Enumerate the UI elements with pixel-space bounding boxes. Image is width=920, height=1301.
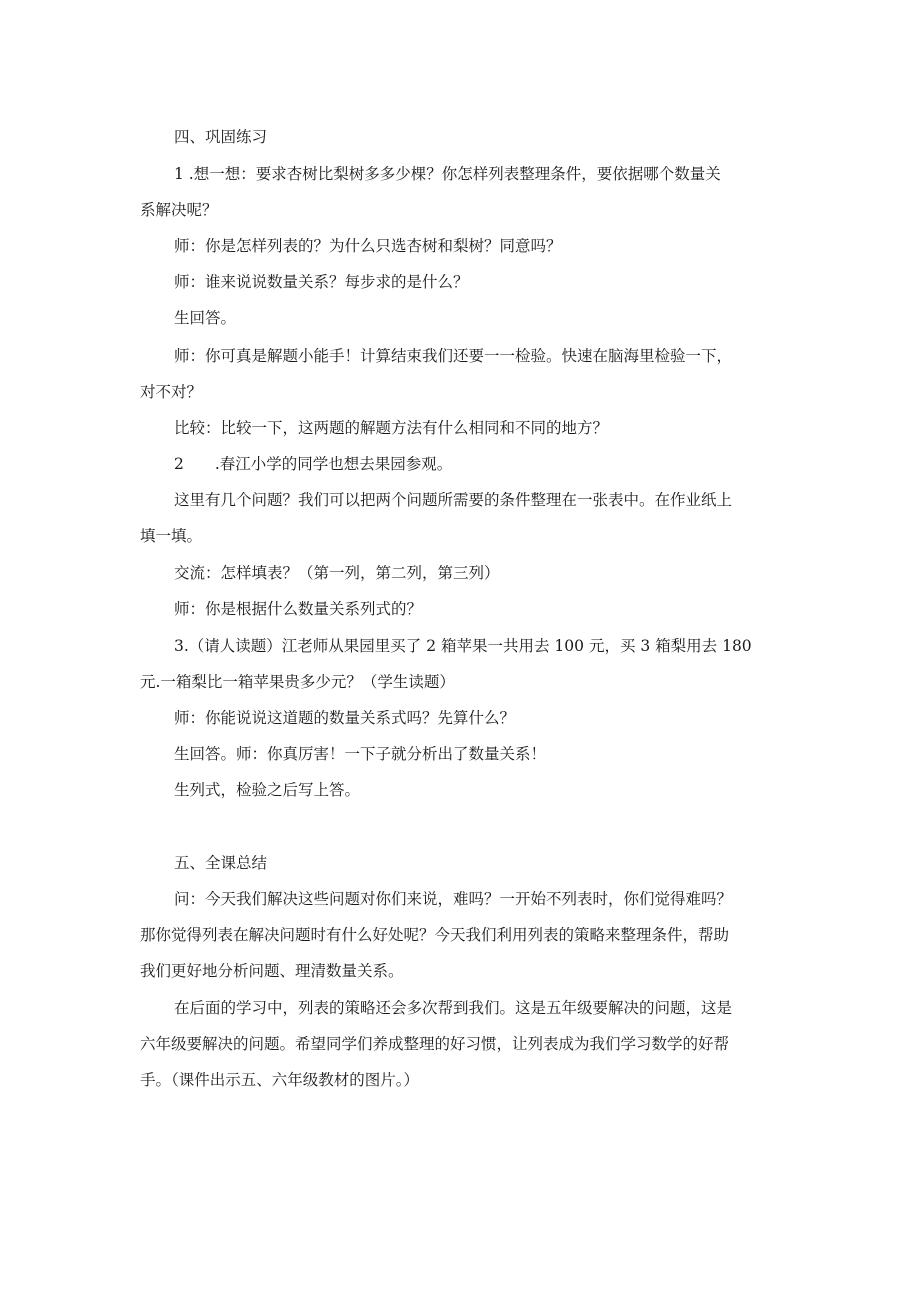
student-answer-1: 生回答。	[174, 309, 237, 327]
question-1-line-1: 1 .想一想：要求杏树比梨树多多少棵？你怎样列表整理条件，要依据哪个数量关	[174, 165, 721, 183]
teacher-line-1: 师：你是怎样列表的？为什么只选杏树和梨树？同意吗？	[174, 237, 562, 255]
summary-question-line-3: 我们更好地分析问题、理清数量关系。	[140, 962, 404, 980]
question-2: 2 .春江小学的同学也想去果园参观。	[174, 455, 453, 473]
closing-line-3: 手。（课件出示五、六年级教材的图片。）	[140, 1071, 420, 1089]
compare-line: 比较：比较一下，这两题的解题方法有什么相同和不同的地方？	[174, 419, 609, 437]
teacher-line-4: 师：你是根据什么数量关系列式的？	[174, 600, 423, 618]
question-2-desc-line-1: 这里有几个问题？我们可以把两个问题所需要的条件整理在一张表中。在作业纸上	[174, 491, 733, 509]
teacher-line-5: 师：你能说说这道题的数量关系式吗？先算什么？	[174, 709, 516, 727]
question-1-line-2: 系解决呢？	[140, 201, 218, 219]
section-5-heading: 五、全课总结	[174, 854, 268, 872]
student-answer-2: 生回答。师：你真厉害！一下子就分析出了数量关系！	[174, 745, 547, 763]
question-2-desc-line-2: 填一填。	[140, 527, 203, 545]
summary-question-line-2: 那你觉得列表在解决问题时有什么好处呢？今天我们利用列表的策略来整理条件，帮助	[140, 926, 730, 944]
question-3-line-1: 3.（请人读题）江老师从果园里买了 2 箱苹果一共用去 100 元，买 3 箱梨用去 180	[174, 637, 752, 655]
closing-line-1: 在后面的学习中，列表的策略还会多次帮到我们。这是五年级要解决的问题，这是	[174, 999, 733, 1017]
teacher-line-3-part-1: 师：你可真是解题小能手！计算结束我们还要一一检验。快速在脑海里检验一下，	[174, 347, 733, 365]
teacher-line-3-part-2: 对不对？	[140, 383, 203, 401]
summary-question-line-1: 问：今天我们解决这些问题对你们来说，难吗？一开始不列表时，你们觉得难吗？	[174, 890, 733, 908]
student-answer-3: 生列式，检验之后写上答。	[174, 781, 361, 799]
question-3-line-2: 元.一箱梨比一箱苹果贵多少元？（学生读题）	[140, 673, 455, 691]
closing-line-2: 六年级要解决的问题。希望同学们养成整理的好习惯，让列表成为我们学习数学的好帮	[140, 1035, 730, 1053]
section-4-heading: 四、巩固练习	[174, 128, 268, 146]
exchange-line: 交流：怎样填表？（第一列，第二列，第三列）	[174, 564, 500, 582]
teacher-line-2: 师：谁来说说数量关系？每步求的是什么？	[174, 273, 469, 291]
